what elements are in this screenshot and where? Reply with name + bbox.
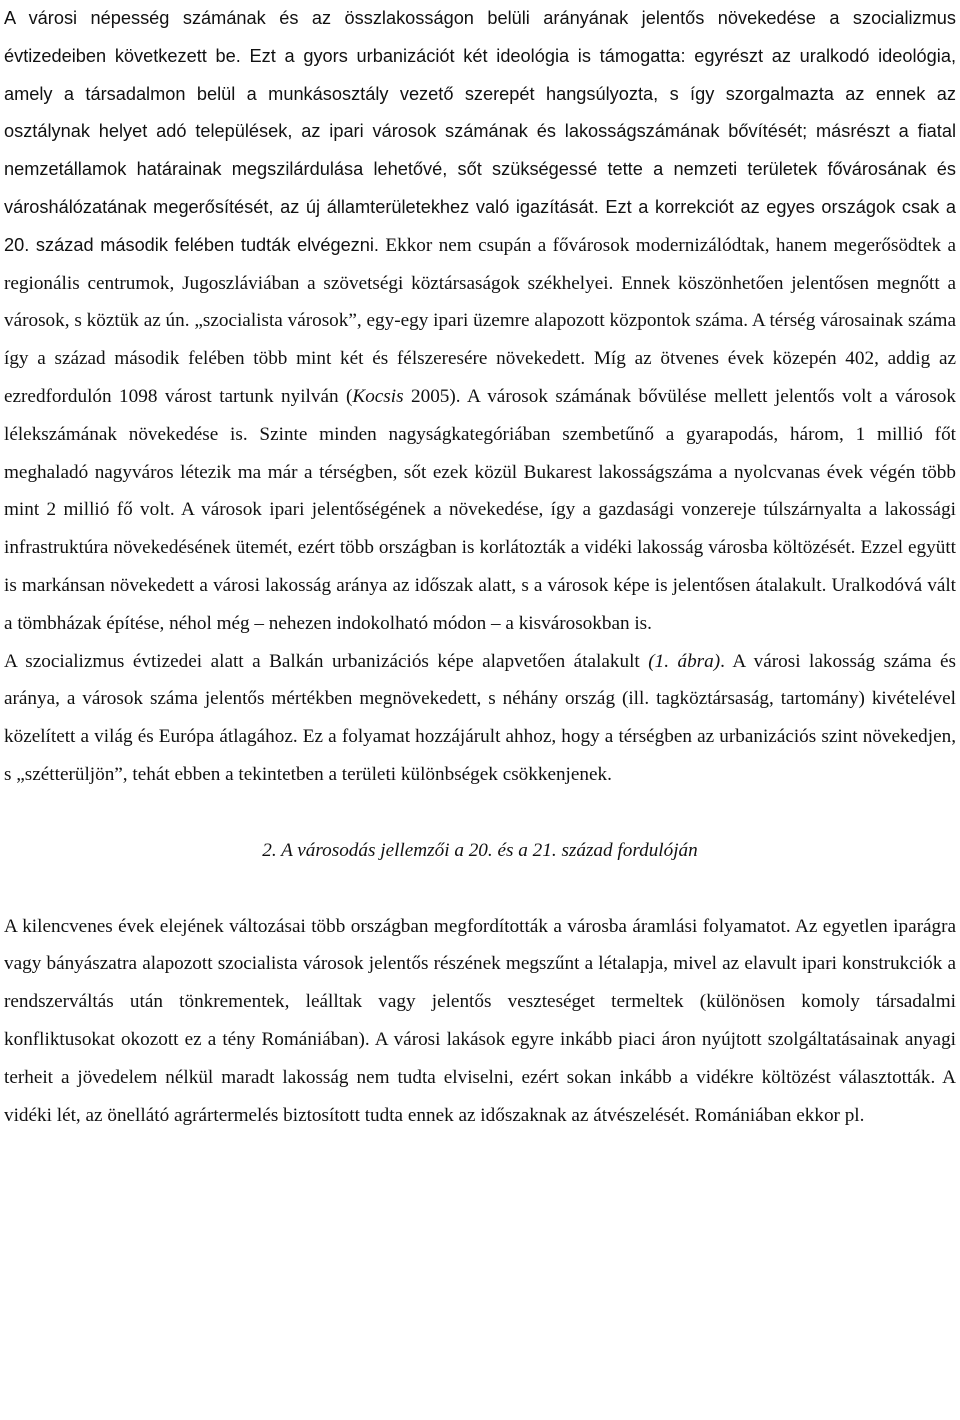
paragraph-nineties-changes: A kilencvenes évek elejének változásai több országban megfordították a városba áramlási folyamatot. Az egyetlen iparágra vagy bányászatra alapozott szocialista városok jelentős részének megszűnt a létalapja, mivel az elavult ipari konstrukciók a rendszerváltás után tönkrementek, leálltak vagy jelentős veszteséget termeltek (különösen komoly társadalmi konfliktusokat okozott ez a tény Romániában). A városi lakások egyre inkább piaci áron nyújtott szolgáltatásainak anyagi terheit a jövedelem nélkül maradt lakosság nem tudta elviselni, ezért sokan inkább a vidékre költözést választották. A vidéki lét, az önellátó agrártermelés biztosított tudta ennek az időszaknak az átvészelését. Romániában ekkor pl. xyxy=(4,915,956,1126)
paragraph-text-balkan-intro: A szocializmus évtizedei alatt a Balkán urbanizációs képe alapvetően átalakult xyxy=(4,650,649,672)
citation-author: Kocsis xyxy=(352,385,404,407)
paragraph-text-cities-growth: Ekkor nem csupán a fővárosok modernizálódtak, hanem megerősödtek a regionális centrumok, Jugoszláviában a szövetségi köztársaságok székhelyei. Ennek köszönhetően jelentősen megnőtt a városok, s köztük az ún. „szocialista városok”, egy-egy ipari üzemre alapozott központok száma. A térség városainak száma így a század második felében több mint két és félszeresére növekedett. Míg az ötvenes évek közepén 402, addig az ezredfordulón 1098 várost tartunk nyilván ( xyxy=(4,234,956,407)
paragraph-opening-sentence: A városi népesség számának és az összlakosságon belüli arányának jelentős növekedése a szocializmus évtizedeiben következett be. xyxy=(4,8,956,66)
section-heading: 2. A városodás jellemzői a 20. és a 21. század fordulóján xyxy=(262,839,698,861)
paragraph-text-city-population: 2005). A városok számának bővülése mellett jelentős volt a városok lélekszámának növekedése is. Szinte minden nagyságkategóriában szembetűnő a gyarapodás, három, 1 millió főt meghaladó nagyváros létezik ma már a térségben, sőt ezek közül Bukarest lakosságszáma a nyolcvanas évek végén több mint 2 millió fő volt. A városok ipari jelentőségének a növekedése, így a gazdasági vonzereje túlszárnyalta a lakossági infrastruktúra növekedésének ütemét, ezért több országban is korlátozták a vidéki lakosság városba költözését. Ezzel együtt is markánsan növekedett a városi lakosság aránya az időszak alatt, s a városok képe is jelentősen átalakult. Uralkodóvá vált a tömbházak építése, néhol még – nehezen indokolható módon – a kisvárosokban is. xyxy=(4,385,956,634)
figure-reference: (1. ábra) xyxy=(648,650,721,672)
paragraph-balkan-urbanization xyxy=(4,643,956,794)
paragraph-urbanization-socialism xyxy=(4,0,956,643)
paragraph-text-balkan-rest: . A városi lakosság száma és aránya, a városok száma jelentős mértékben megnövekedett, s néhány ország (ill. tagköztársaság, tartomány) kivételével közelített a világ és Európa átlagához. Ez a folyamat hozzájárult ahhoz, hogy a térségben az urbanizációs szint növekedjen, s „szétterüljön”, tehát ebben a tekintetben a területi különbségek csökkenjenek. xyxy=(4,650,956,785)
document-page xyxy=(4,0,956,1134)
paragraph-text-ideologies: Ezt a gyors urbanizációt két ideológia is támogatta: egyrészt az uralkodó ideológia, amely a társadalmon belül a munkásosztály vezető szerepét hangsúlyozta, s így szorgalmazta az ennek az osztálynak helyet adó települések, az ipari városok számának és lakosságszámának bővítését; másrészt a fiatal nemzetállamok határainak megszilárdulása lehetővé, sőt szükségessé tette a nemzeti területek fővárosának és városhálózatának megerősítését, az új államterületekhez való igazítását. Ezt a korrekciót az egyes országok csak a 20. század második felében tudták elvégezni. xyxy=(4,45,956,255)
